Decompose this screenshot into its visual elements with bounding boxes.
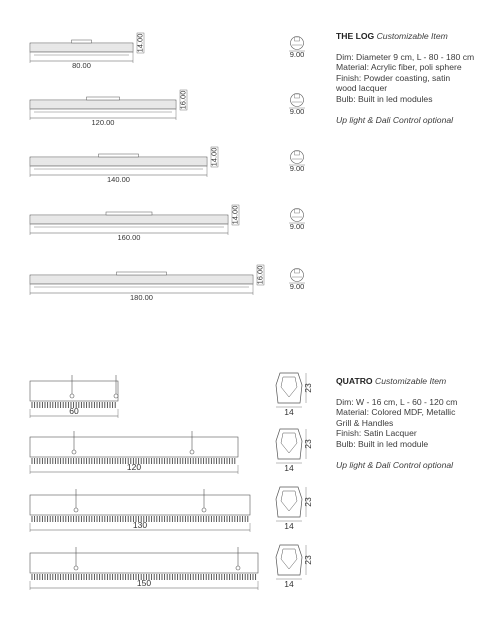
quatro-panel-body: [30, 437, 238, 457]
log-length-label: 140.00: [107, 175, 130, 184]
log-height-label: 14.00: [230, 205, 240, 225]
quatro-handle-knob: [74, 508, 78, 512]
log-height-label: 16.00: [255, 265, 265, 285]
quatro-panel-body: [30, 381, 118, 401]
quatro-item-3: [30, 487, 306, 532]
log-item-4: [30, 205, 305, 235]
log-item-3: [30, 147, 305, 177]
log-height-label: 16.00: [178, 90, 188, 110]
quatro-length-label: 120: [126, 462, 142, 472]
quatro-bulb: Bulb: Built in led module: [336, 438, 429, 449]
log-bar-top-module: [87, 97, 120, 100]
quatro-length-label: 60: [69, 406, 79, 416]
log-heading: [336, 31, 486, 42]
quatro-handle-knob: [202, 508, 206, 512]
log-length-label: 160.00: [117, 233, 141, 242]
log-bar-outline: [30, 43, 133, 52]
quatro-height-label: 23: [303, 439, 313, 449]
log-height-label: 14.00: [209, 147, 219, 167]
log-end-clip: [295, 151, 300, 155]
quatro-description: [336, 376, 486, 470]
quatro-subtitle: Customizable Item: [375, 376, 447, 386]
quatro-length-label: 130: [132, 520, 148, 530]
quatro-item-2: [30, 429, 306, 474]
log-subtitle: Customizable Item: [376, 31, 448, 41]
quatro-height-label: 23: [303, 555, 313, 565]
log-height-label: 14.00: [135, 33, 145, 53]
quatro-handle-knob: [236, 566, 240, 570]
log-end-clip: [295, 269, 300, 273]
quatro-handle-knob: [74, 566, 78, 570]
log-bulb: Bulb: Built in led modules: [336, 93, 433, 104]
quatro-length-label: 150: [136, 578, 152, 588]
quatro-height-label: 23: [303, 497, 313, 507]
log-bar-outline: [30, 100, 176, 109]
log-item-1: [30, 33, 305, 63]
log-bar-top-module: [99, 154, 139, 157]
log-bar-top-module: [106, 212, 152, 215]
log-bar-outline: [30, 275, 253, 284]
log-finish-cont: wood lacquer: [336, 83, 388, 94]
log-end-clip: [295, 94, 300, 98]
log-diameter-label: 9.00: [289, 222, 305, 231]
log-name: THE LOG: [336, 31, 375, 41]
quatro-material-cont: Grill & Handles: [336, 417, 394, 428]
quatro-panel-body: [30, 553, 258, 573]
quatro-handle-knob: [114, 394, 118, 398]
log-item-2: [30, 90, 305, 120]
log-bar-top-module: [117, 272, 167, 275]
log-diameter-label: 9.00: [289, 50, 305, 59]
log-length-label: 180.00: [130, 293, 153, 302]
quatro-width-label: 14: [284, 521, 294, 531]
quatro-finish: Finish: Satin Lacquer: [336, 428, 417, 439]
log-note: Up light & Dali Control optional: [336, 114, 454, 125]
log-length-label: 120.00: [91, 118, 115, 127]
quatro-item-4: [30, 545, 306, 590]
quatro-handle-knob: [190, 450, 194, 454]
quatro-heading: [336, 376, 486, 387]
log-finish: Finish: Powder coasting, satin: [336, 72, 451, 83]
quatro-handle-knob: [72, 450, 76, 454]
quatro-handle-knob: [70, 394, 74, 398]
log-diameter-label: 9.00: [289, 282, 305, 291]
log-description: [336, 31, 486, 125]
quatro-width-label: 14: [284, 463, 294, 473]
quatro-note: Up light & Dali Control optional: [336, 459, 454, 470]
log-length-label: 80.00: [72, 61, 91, 70]
quatro-material: Material: Colored MDF, Metallic: [336, 407, 456, 418]
quatro-width-label: 14: [284, 407, 294, 417]
log-bar-outline: [30, 157, 207, 166]
log-bar-outline: [30, 215, 228, 224]
log-diameter-label: 9.00: [289, 107, 305, 116]
quatro-panel-body: [30, 495, 250, 515]
quatro-name: QUATRO: [336, 376, 373, 386]
log-dim: Dim: Diameter 9 cm, L - 80 - 180 cm: [336, 51, 475, 62]
log-material: Material: Acrylic fiber, poli sphere: [336, 62, 462, 73]
log-end-clip: [295, 37, 300, 41]
log-diameter-label: 9.00: [289, 164, 305, 173]
log-bar-top-module: [72, 40, 92, 43]
quatro-height-label: 23: [303, 383, 313, 393]
quatro-dim: Dim: W - 16 cm, L - 60 - 120 cm: [336, 396, 458, 407]
log-end-clip: [295, 209, 300, 213]
quatro-width-label: 14: [284, 579, 294, 589]
